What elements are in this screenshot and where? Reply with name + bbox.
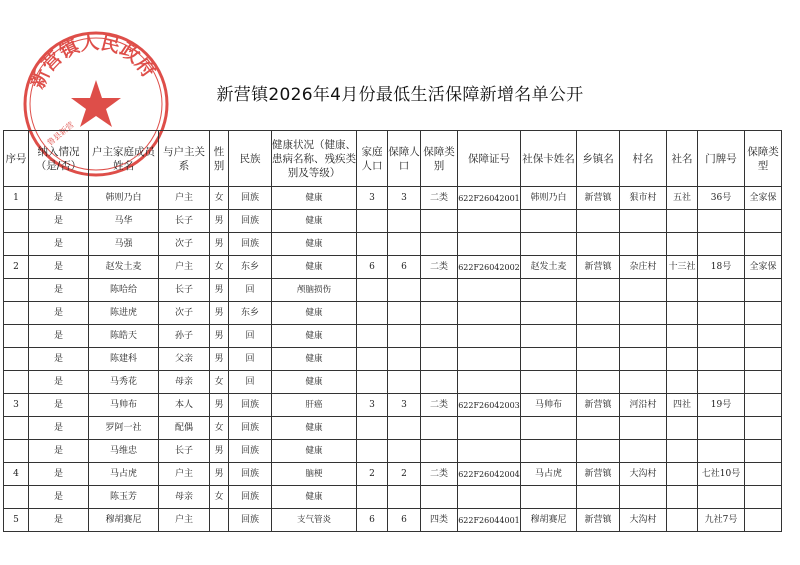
cell-covered-size: 3 <box>388 394 421 417</box>
cell-included: 是 <box>29 440 89 463</box>
cell-seq <box>4 348 29 371</box>
cell-cert-no <box>458 279 521 302</box>
table-header-row <box>4 131 782 187</box>
cell-ethnicity: 回族 <box>229 210 272 233</box>
cell-member-name: 韩则乃白 <box>89 187 159 210</box>
cell-gender: 女 <box>210 486 229 509</box>
cell-township <box>577 302 620 325</box>
cell-included: 是 <box>29 486 89 509</box>
table-row <box>4 394 782 417</box>
cell-included: 是 <box>29 233 89 256</box>
cell-group <box>667 440 698 463</box>
cell-included: 是 <box>29 348 89 371</box>
cell-relation: 户主 <box>159 256 210 279</box>
cell-member-name: 陈玉芳 <box>89 486 159 509</box>
cell-card-name: 马占虎 <box>521 463 577 486</box>
cell-ethnicity: 回族 <box>229 187 272 210</box>
cell-village <box>620 302 667 325</box>
cell-cert-no <box>458 210 521 233</box>
cell-card-name <box>521 417 577 440</box>
cell-member-name: 马秀花 <box>89 371 159 394</box>
cell-village: 狠市村 <box>620 187 667 210</box>
cell-relation: 父亲 <box>159 348 210 371</box>
cell-gender: 男 <box>210 325 229 348</box>
cell-gender: 男 <box>210 233 229 256</box>
cell-covered-size <box>388 371 421 394</box>
cell-township <box>577 279 620 302</box>
cell-gender: 女 <box>210 417 229 440</box>
cell-seq <box>4 233 29 256</box>
cell-health: 支气管炎 <box>272 509 357 532</box>
cell-relation: 本人 <box>159 394 210 417</box>
cell-category <box>421 279 458 302</box>
cell-township <box>577 371 620 394</box>
cell-seq: 5 <box>4 509 29 532</box>
cell-cert-no: 622F26042003 <box>458 394 521 417</box>
cell-township: 新营镇 <box>577 394 620 417</box>
cell-ethnicity: 回族 <box>229 394 272 417</box>
cell-seq <box>4 417 29 440</box>
cell-member-name: 马占虎 <box>89 463 159 486</box>
table-row <box>4 256 782 279</box>
cell-village: 大沟村 <box>620 509 667 532</box>
cell-coverage-type <box>745 463 782 486</box>
cell-health: 健康 <box>272 440 357 463</box>
cell-relation: 次子 <box>159 233 210 256</box>
cell-group <box>667 371 698 394</box>
cell-cert-no <box>458 348 521 371</box>
header-health: 健康状况（健康、患病名称、残疾类别及等级） <box>272 131 357 187</box>
cell-covered-size <box>388 279 421 302</box>
cell-village <box>620 348 667 371</box>
svg-text:鲁县新营: 鲁县新营 <box>45 120 76 148</box>
table-row <box>4 210 782 233</box>
header-ethnicity: 民族 <box>229 131 272 187</box>
cell-health: 肝癌 <box>272 394 357 417</box>
cell-card-name: 韩则乃白 <box>521 187 577 210</box>
table-row <box>4 279 782 302</box>
cell-category <box>421 348 458 371</box>
cell-included: 是 <box>29 302 89 325</box>
cell-included: 是 <box>29 325 89 348</box>
cell-included: 是 <box>29 509 89 532</box>
cell-included: 是 <box>29 417 89 440</box>
cell-house-no <box>698 348 745 371</box>
cell-card-name <box>521 302 577 325</box>
cell-township <box>577 210 620 233</box>
cell-card-name <box>521 233 577 256</box>
cell-ethnicity: 回族 <box>229 233 272 256</box>
cell-village <box>620 279 667 302</box>
cell-village <box>620 440 667 463</box>
cell-category <box>421 371 458 394</box>
cell-cert-no: 622F26042002 <box>458 256 521 279</box>
cell-house-no <box>698 371 745 394</box>
cell-coverage-type <box>745 371 782 394</box>
cell-household-size <box>357 210 388 233</box>
cell-category: 四类 <box>421 509 458 532</box>
cell-relation: 长子 <box>159 210 210 233</box>
cell-card-name <box>521 210 577 233</box>
cell-member-name: 穆胡赛尼 <box>89 509 159 532</box>
cell-member-name: 陈建科 <box>89 348 159 371</box>
cell-household-size: 3 <box>357 394 388 417</box>
cell-relation: 户主 <box>159 463 210 486</box>
cell-member-name: 马华 <box>89 210 159 233</box>
cell-gender: 女 <box>210 371 229 394</box>
cell-member-name: 陈皓天 <box>89 325 159 348</box>
page-title: 新营镇2026年4月份最低生活保障新增名单公开 <box>216 85 584 105</box>
table-row <box>4 302 782 325</box>
cell-category: 二类 <box>421 187 458 210</box>
cell-house-no: 九社7号 <box>698 509 745 532</box>
cell-township <box>577 440 620 463</box>
cell-village <box>620 210 667 233</box>
cell-health: 健康 <box>272 187 357 210</box>
cell-village: 河沿村 <box>620 394 667 417</box>
cell-group <box>667 279 698 302</box>
cell-included: 是 <box>29 371 89 394</box>
table-row <box>4 187 782 210</box>
header-included: 纳入情况（是/否） <box>29 131 89 187</box>
cell-cert-no <box>458 440 521 463</box>
cell-ethnicity: 东乡 <box>229 302 272 325</box>
cell-coverage-type <box>745 348 782 371</box>
cell-card-name: 马帅布 <box>521 394 577 417</box>
cell-village <box>620 325 667 348</box>
cell-covered-size <box>388 417 421 440</box>
cell-cert-no <box>458 417 521 440</box>
cell-covered-size: 6 <box>388 509 421 532</box>
cell-included: 是 <box>29 394 89 417</box>
cell-relation: 次子 <box>159 302 210 325</box>
cell-covered-size <box>388 348 421 371</box>
header-cert-no: 保障证号 <box>458 131 521 187</box>
header-group: 社名 <box>667 131 698 187</box>
cell-seq <box>4 371 29 394</box>
cell-gender: 男 <box>210 302 229 325</box>
cell-coverage-type <box>745 440 782 463</box>
cell-household-size <box>357 302 388 325</box>
cell-included: 是 <box>29 210 89 233</box>
cell-coverage-type <box>745 325 782 348</box>
header-township: 乡镇名 <box>577 131 620 187</box>
cell-health: 健康 <box>272 417 357 440</box>
cell-included: 是 <box>29 256 89 279</box>
cell-relation: 长子 <box>159 440 210 463</box>
cell-seq: 2 <box>4 256 29 279</box>
cell-group: 四社 <box>667 394 698 417</box>
cell-household-size <box>357 417 388 440</box>
cell-covered-size: 6 <box>388 256 421 279</box>
cell-card-name <box>521 348 577 371</box>
cell-coverage-type <box>745 233 782 256</box>
cell-township <box>577 486 620 509</box>
cell-member-name: 陈哈给 <box>89 279 159 302</box>
cell-health: 健康 <box>272 233 357 256</box>
cell-township: 新营镇 <box>577 509 620 532</box>
cell-group <box>667 417 698 440</box>
cell-card-name <box>521 440 577 463</box>
cell-cert-no <box>458 325 521 348</box>
cell-ethnicity: 回族 <box>229 486 272 509</box>
cell-township <box>577 233 620 256</box>
table-row <box>4 371 782 394</box>
cell-health: 健康 <box>272 302 357 325</box>
cell-cert-no: 622F26042001 <box>458 187 521 210</box>
table-row <box>4 440 782 463</box>
cell-ethnicity: 回族 <box>229 509 272 532</box>
cell-cert-no: 622F26042004 <box>458 463 521 486</box>
cell-village <box>620 417 667 440</box>
cell-seq <box>4 486 29 509</box>
cell-cert-no: 622F26044001 <box>458 509 521 532</box>
cell-house-no: 七社10号 <box>698 463 745 486</box>
cell-ethnicity: 回族 <box>229 463 272 486</box>
cell-village <box>620 486 667 509</box>
cell-gender: 男 <box>210 279 229 302</box>
cell-cert-no <box>458 302 521 325</box>
cell-household-size <box>357 325 388 348</box>
cell-seq: 1 <box>4 187 29 210</box>
cell-health: 健康 <box>272 210 357 233</box>
header-house-no: 门牌号 <box>698 131 745 187</box>
cell-house-no <box>698 440 745 463</box>
cell-seq <box>4 279 29 302</box>
cell-group <box>667 463 698 486</box>
cell-category: 二类 <box>421 463 458 486</box>
cell-ethnicity: 回 <box>229 348 272 371</box>
table-row <box>4 417 782 440</box>
cell-household-size: 6 <box>357 509 388 532</box>
cell-card-name <box>521 279 577 302</box>
cell-gender: 女 <box>210 256 229 279</box>
cell-member-name: 赵发土麦 <box>89 256 159 279</box>
cell-house-no <box>698 233 745 256</box>
cell-card-name: 穆胡赛尼 <box>521 509 577 532</box>
table-row <box>4 463 782 486</box>
cell-relation: 户主 <box>159 187 210 210</box>
cell-health: 脑梗 <box>272 463 357 486</box>
cell-category <box>421 210 458 233</box>
cell-group: 五社 <box>667 187 698 210</box>
cell-household-size: 2 <box>357 463 388 486</box>
cell-coverage-type <box>745 210 782 233</box>
cell-gender: 女 <box>210 187 229 210</box>
cell-village: 杂庄村 <box>620 256 667 279</box>
cell-category <box>421 486 458 509</box>
cell-household-size <box>357 279 388 302</box>
cell-township <box>577 417 620 440</box>
cell-house-no: 19号 <box>698 394 745 417</box>
cell-included: 是 <box>29 463 89 486</box>
cell-group: 十三社 <box>667 256 698 279</box>
cell-household-size <box>357 440 388 463</box>
cell-card-name <box>521 486 577 509</box>
cell-village <box>620 371 667 394</box>
cell-township: 新营镇 <box>577 463 620 486</box>
cell-ethnicity: 回 <box>229 279 272 302</box>
cell-member-name: 马帅布 <box>89 394 159 417</box>
cell-house-no: 36号 <box>698 187 745 210</box>
cell-member-name: 陈进虎 <box>89 302 159 325</box>
cell-included: 是 <box>29 279 89 302</box>
cell-township: 新营镇 <box>577 256 620 279</box>
cell-seq <box>4 325 29 348</box>
cell-category <box>421 417 458 440</box>
cell-health: 健康 <box>272 348 357 371</box>
cell-household-size <box>357 348 388 371</box>
cell-coverage-type <box>745 417 782 440</box>
cell-covered-size: 3 <box>388 187 421 210</box>
header-card-name: 社保卡姓名 <box>521 131 577 187</box>
cell-seq: 3 <box>4 394 29 417</box>
cell-seq <box>4 210 29 233</box>
header-household-size: 家庭人口 <box>357 131 388 187</box>
cell-gender: 男 <box>210 394 229 417</box>
cell-group <box>667 348 698 371</box>
cell-coverage-type <box>745 394 782 417</box>
cell-covered-size <box>388 440 421 463</box>
cell-house-no <box>698 417 745 440</box>
cell-ethnicity: 回族 <box>229 417 272 440</box>
cell-household-size <box>357 486 388 509</box>
cell-cert-no <box>458 371 521 394</box>
cell-category <box>421 440 458 463</box>
cell-village <box>620 233 667 256</box>
cell-category <box>421 302 458 325</box>
cell-coverage-type: 全家保 <box>745 256 782 279</box>
header-member-name: 户主家庭成员姓名 <box>89 131 159 187</box>
header-seq: 序号 <box>4 131 29 187</box>
cell-member-name: 马强 <box>89 233 159 256</box>
cell-seq <box>4 440 29 463</box>
cell-covered-size <box>388 302 421 325</box>
cell-coverage-type: 全家保 <box>745 187 782 210</box>
cell-house-no <box>698 279 745 302</box>
cell-ethnicity: 回 <box>229 325 272 348</box>
cell-household-size <box>357 371 388 394</box>
cell-village: 大沟村 <box>620 463 667 486</box>
cell-relation: 户主 <box>159 509 210 532</box>
svg-text:新营镇人民政府: 新营镇人民政府 <box>26 31 160 93</box>
cell-covered-size <box>388 210 421 233</box>
cell-house-no <box>698 486 745 509</box>
cell-gender: 男 <box>210 210 229 233</box>
cell-township <box>577 348 620 371</box>
cell-gender <box>210 509 229 532</box>
table-row <box>4 486 782 509</box>
cell-group <box>667 509 698 532</box>
cell-coverage-type <box>745 486 782 509</box>
cell-category: 二类 <box>421 394 458 417</box>
table-row <box>4 233 782 256</box>
cell-category <box>421 325 458 348</box>
table-row <box>4 509 782 532</box>
cell-ethnicity: 回族 <box>229 440 272 463</box>
cell-relation: 长子 <box>159 279 210 302</box>
table-row <box>4 348 782 371</box>
cell-category <box>421 233 458 256</box>
cell-group <box>667 233 698 256</box>
cell-township <box>577 325 620 348</box>
cell-household-size <box>357 233 388 256</box>
cell-gender: 男 <box>210 463 229 486</box>
cell-cert-no <box>458 233 521 256</box>
header-coverage-type: 保障类型 <box>745 131 782 187</box>
cell-group <box>667 210 698 233</box>
cell-health: 健康 <box>272 486 357 509</box>
cell-covered-size: 2 <box>388 463 421 486</box>
table-row <box>4 325 782 348</box>
header-relation: 与户主关系 <box>159 131 210 187</box>
cell-health: 健康 <box>272 371 357 394</box>
cell-seq: 4 <box>4 463 29 486</box>
header-covered-size: 保障人口 <box>388 131 421 187</box>
subsidy-list-table <box>3 130 782 532</box>
cell-relation: 母亲 <box>159 486 210 509</box>
cell-card-name <box>521 325 577 348</box>
cell-township: 新营镇 <box>577 187 620 210</box>
cell-gender: 男 <box>210 440 229 463</box>
cell-health: 颅脑损伤 <box>272 279 357 302</box>
cell-ethnicity: 回 <box>229 371 272 394</box>
cell-relation: 母亲 <box>159 371 210 394</box>
cell-category: 二类 <box>421 256 458 279</box>
cell-household-size: 3 <box>357 187 388 210</box>
cell-group <box>667 486 698 509</box>
cell-relation: 配偶 <box>159 417 210 440</box>
cell-house-no <box>698 302 745 325</box>
cell-household-size: 6 <box>357 256 388 279</box>
cell-house-no <box>698 325 745 348</box>
cell-coverage-type <box>745 279 782 302</box>
cell-gender: 男 <box>210 348 229 371</box>
cell-coverage-type <box>745 302 782 325</box>
cell-member-name: 马维忠 <box>89 440 159 463</box>
cell-card-name: 赵发土麦 <box>521 256 577 279</box>
cell-house-no: 18号 <box>698 256 745 279</box>
cell-health: 健康 <box>272 325 357 348</box>
cell-covered-size <box>388 486 421 509</box>
cell-relation: 孙子 <box>159 325 210 348</box>
cell-house-no <box>698 210 745 233</box>
cell-ethnicity: 东乡 <box>229 256 272 279</box>
cell-included: 是 <box>29 187 89 210</box>
header-gender: 性别 <box>210 131 229 187</box>
cell-member-name: 罗阿一社 <box>89 417 159 440</box>
cell-covered-size <box>388 233 421 256</box>
cell-group <box>667 302 698 325</box>
cell-health: 健康 <box>272 256 357 279</box>
cell-group <box>667 325 698 348</box>
cell-coverage-type <box>745 509 782 532</box>
cell-covered-size <box>388 325 421 348</box>
cell-card-name <box>521 371 577 394</box>
cell-seq <box>4 302 29 325</box>
header-village: 村名 <box>620 131 667 187</box>
header-category: 保障类别 <box>421 131 458 187</box>
cell-cert-no <box>458 486 521 509</box>
